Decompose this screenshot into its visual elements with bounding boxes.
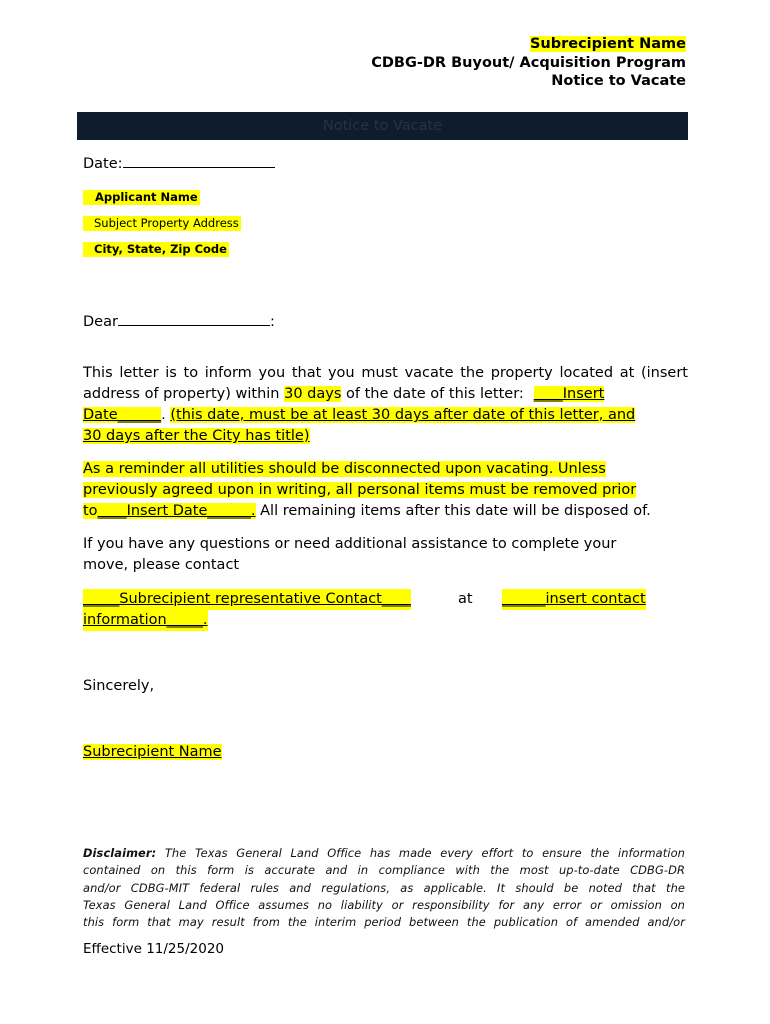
date-field xyxy=(83,156,275,172)
property-address: Subject Property Address xyxy=(83,216,241,231)
p3-line1: If you have any questions or need additional assistance to complete your xyxy=(83,536,617,552)
removal-date: ____Insert Date______. xyxy=(97,503,256,519)
paragraph-reminder xyxy=(83,459,688,522)
greeting-blank xyxy=(118,325,270,326)
p1-line1: This letter is to inform you that you must vacate the property located at (insert xyxy=(83,365,688,381)
date-label: Date: xyxy=(83,156,123,172)
disclaimer-line5: this form that may result from the interim period between the publication of amended and/or xyxy=(83,915,685,930)
greeting-colon: : xyxy=(269,314,275,330)
p1-line2: address of property) within 30 days of the date of this letter: ____Insert xyxy=(83,386,605,402)
greeting-dear: Dear xyxy=(83,314,118,330)
insert-date-part2: Date______ xyxy=(83,407,162,423)
insert-contact: ______insert contact xyxy=(502,589,646,610)
disclaimer-line3: and/or CDBG-MIT federal rules and regulations, as applicable. It should be noted that the xyxy=(83,880,685,895)
disclaimer xyxy=(83,845,685,931)
contact-at: at xyxy=(458,591,473,607)
p1-line4 xyxy=(83,426,688,447)
p2-line1: As a reminder all utilities should be disconnected upon vacating. Unless xyxy=(83,461,606,477)
p2-line3: to____Insert Date______. All remaining items after this date will be disposed of. xyxy=(83,503,651,519)
banner-title: Notice to Vacate xyxy=(322,118,443,134)
subrecipient-name-header: Subrecipient Name xyxy=(529,36,686,52)
document-header xyxy=(371,35,686,91)
city-state-zip: City, State, Zip Code xyxy=(83,242,229,257)
effective-date: Effective 11/25/2020 xyxy=(83,941,224,957)
contact-information: information_____. xyxy=(83,610,208,631)
p1-line3: Date______. (this date, must be at least 30 days after date of this letter, and xyxy=(83,407,636,423)
applicant-name: Applicant Name xyxy=(83,190,200,205)
representative-contact: _____Subrecipient representative Contact____ xyxy=(83,589,411,610)
disclaimer-line4: Texas General Land Office assumes no liability or responsibility for any error or omission on xyxy=(83,897,685,912)
closing: Sincerely, xyxy=(83,678,155,694)
date-blank xyxy=(123,167,275,168)
thirty-days: 30 days xyxy=(284,386,342,402)
notice-title: Notice to Vacate xyxy=(551,73,686,89)
paragraph-vacate xyxy=(83,363,688,447)
program-title: CDBG-DR Buyout/ Acquisition Program xyxy=(371,54,686,71)
p2-line2: previously agreed upon in writing, all personal items must be removed prior xyxy=(83,482,637,498)
insert-date-part1: ____Insert xyxy=(533,386,605,402)
disclaimer-line1: Disclaimer: The Texas General Land Office has made every effort to ensure the information xyxy=(83,846,685,860)
disclaimer-line2: contained on this form is accurate and in compliance with the most up-to-date CDBG-DR xyxy=(83,863,685,878)
signer-name: Subrecipient Name xyxy=(83,744,222,760)
greeting xyxy=(83,314,275,330)
paragraph-questions xyxy=(83,534,688,576)
disclaimer-label: Disclaimer: xyxy=(83,846,157,860)
title-banner xyxy=(77,112,688,140)
date-requirement-note-end: 30 days after the City has title) xyxy=(83,428,310,444)
date-requirement-note: (this date, must be at least 30 days after date of this letter, and xyxy=(170,407,636,423)
p3-line2: move, please contact xyxy=(83,557,240,573)
